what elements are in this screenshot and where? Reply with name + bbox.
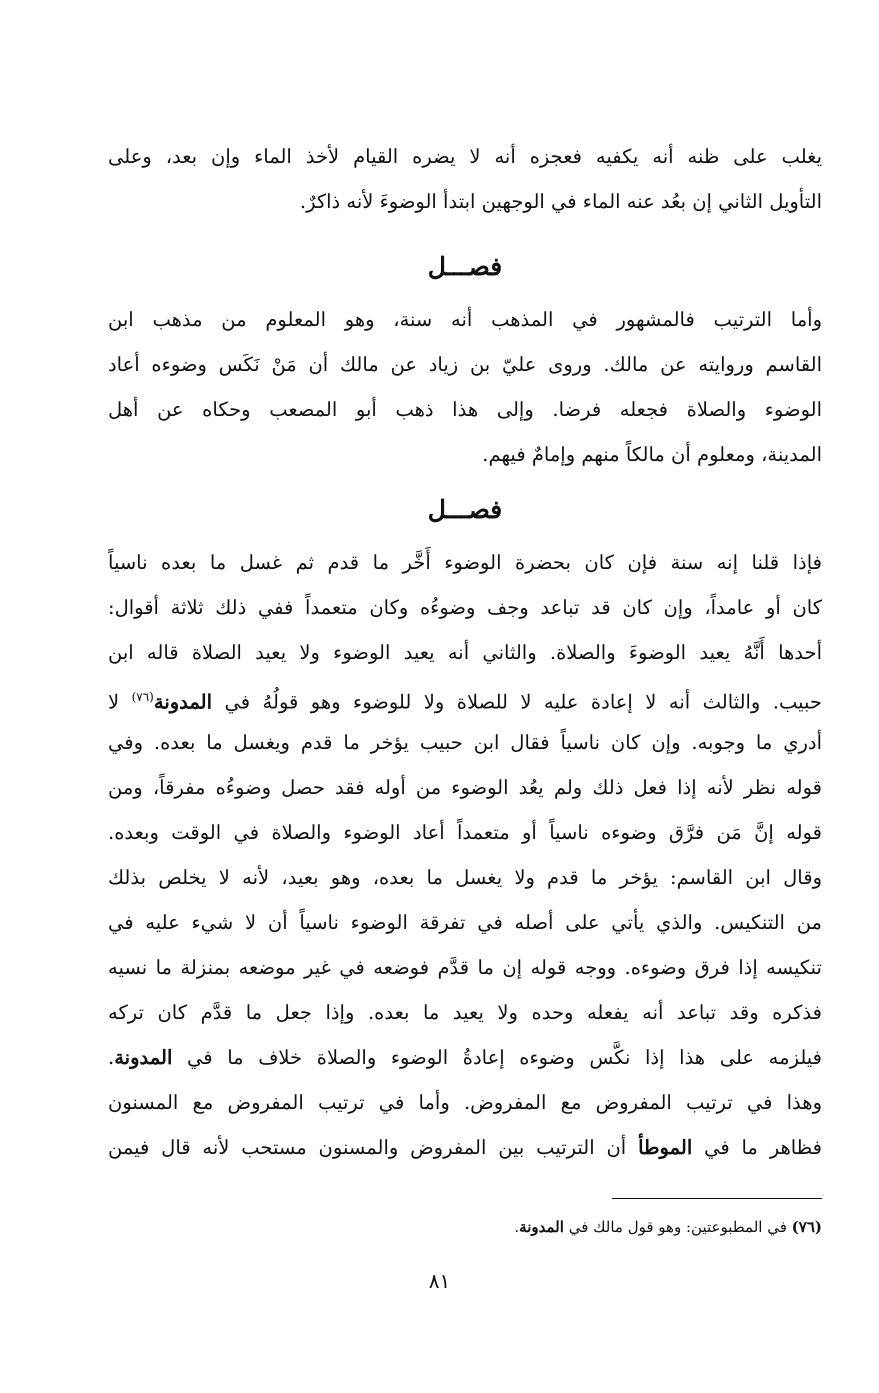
text-run: أن الترتيب بين المفروض والمسنون مستحب لأنه قال فيمن: [108, 1136, 639, 1159]
footnote: [108, 1212, 822, 1242]
text-line: فذكره وقد تباعد أنه يفعله وحده ولا يعيد ما بعده. وإذا جعل ما قدَّم كان تركه: [108, 1001, 822, 1024]
text-line: فإذا قلنا إنه سنة فإن كان بحضرة الوضوء أَخَّر ما قدم ثم غسل ما بعده ناسياً: [108, 551, 822, 574]
text-line: قوله إنَّ مَن فرَّق وضوءه ناسياً أو متعمداً أعاد الوضوء والصلاة في الوقت وبعده.: [108, 821, 822, 844]
text-line: كان أو عامداً، وإن كان قد تباعد وجف وضوءُه وكان متعمداً ففي ذلك ثلاثة أقوال:: [108, 596, 822, 619]
page-number: ٨١: [428, 1269, 451, 1293]
section-heading: فصـــل: [427, 495, 503, 524]
continuation-paragraph: [108, 134, 822, 224]
text-line: أحدها أَنَّهُ يعيد الوضوءَ والصلاة. والثاني أنه يعيد الوضوء ولا يعيد الصلاة قاله ابن: [108, 641, 822, 664]
text-line: أدري ما وجوبه. وإن كان ناسياً فقال ابن حبيب يؤخر ما قدم ويغسل ما بعده. وفي: [108, 731, 822, 754]
text-line: وأما الترتيب فالمشهور في المذهب أنه سنة، وهو المعلوم من مذهب ابن: [108, 308, 822, 331]
text-run: حبيب. والثالث أنه لا إعادة عليه لا للصلاة ولا للوضوء وهو قولُهُ في: [212, 690, 822, 714]
section-heading: فصـــل: [427, 252, 503, 281]
text-line: يغلب على ظنه أنه يكفيه فعجزه أنه لا يضره القيام لأخذ الماء وإن بعد، وعلى: [108, 145, 822, 168]
section1-paragraph: [108, 297, 822, 477]
text-run: .: [108, 1046, 115, 1069]
book-title-mudawwana: المدونة: [153, 690, 213, 714]
book-title-muwatta: الموطأ: [638, 1136, 693, 1159]
section2-paragraph: [108, 540, 822, 1170]
text-line: المدينة، ومعلوم أن مالكاً منهم وإمامٌ فيهم.: [482, 443, 822, 466]
text-line: التأويل الثاني إن بعُد عنه الماء في الوجهين ابتدأ الوضوءَ لأنه ذاكرٌ.: [299, 190, 822, 213]
book-title-mudawwana: المدونة: [114, 1046, 173, 1069]
footnote-reference: (٧٦): [131, 690, 154, 704]
text-line: وقال ابن القاسم: يؤخر ما قدم ولا يغسل ما بعده، وهو بعيد، لأنه لا يخلص بذلك: [108, 866, 822, 889]
text-run: لا: [108, 690, 132, 714]
footnote-marker: (٧٦): [791, 1218, 822, 1236]
text-line: الوضوء والصلاة فجعله فرضا. وإلى هذا ذهب أبو المصعب وحكاه عن أهل: [108, 398, 822, 421]
text-line: تنكيسه إذا فرق وضوءه. ووجه قوله إن ما قدَّم فوضعه في غير موضعه بمنزلة ما نسيه: [108, 956, 822, 979]
text-line: [108, 675, 822, 720]
text-line: من التنكيس. والذي يأتي على أصله في تفرقة الوضوء ناسياً أن لا شيء عليه في: [108, 911, 822, 934]
footnote-separator: [612, 1198, 822, 1199]
text-line: قوله نظر لأنه إذا فعل ذلك ولم يعُد الوضوء من أوله فقد حصل وضوءُه مفرقاً، ومن: [108, 776, 822, 799]
book-title-mudawwana: المدونة: [519, 1218, 564, 1236]
text-line: القاسم وروايته عن مالك. وروى عليّ بن زياد عن مالك أن مَنْ نَكَس وضوءه أعاد: [108, 353, 822, 376]
text-line: [108, 1035, 822, 1080]
text-line: [108, 1125, 822, 1170]
text-line: وهذا في ترتيب المفروض مع المفروض. وأما في ترتيب المفروض مع المسنون: [108, 1091, 822, 1114]
text-run: فظاهر ما في: [692, 1136, 822, 1159]
footnote-text: في المطبوعتين: وهو قول مالك في: [563, 1218, 792, 1236]
footnote-text: .: [514, 1218, 520, 1236]
text-run: فيلزمه على هذا إذا نكَّس وضوءه إعادةُ الوضوء والصلاة خلاف ما في: [172, 1046, 822, 1069]
